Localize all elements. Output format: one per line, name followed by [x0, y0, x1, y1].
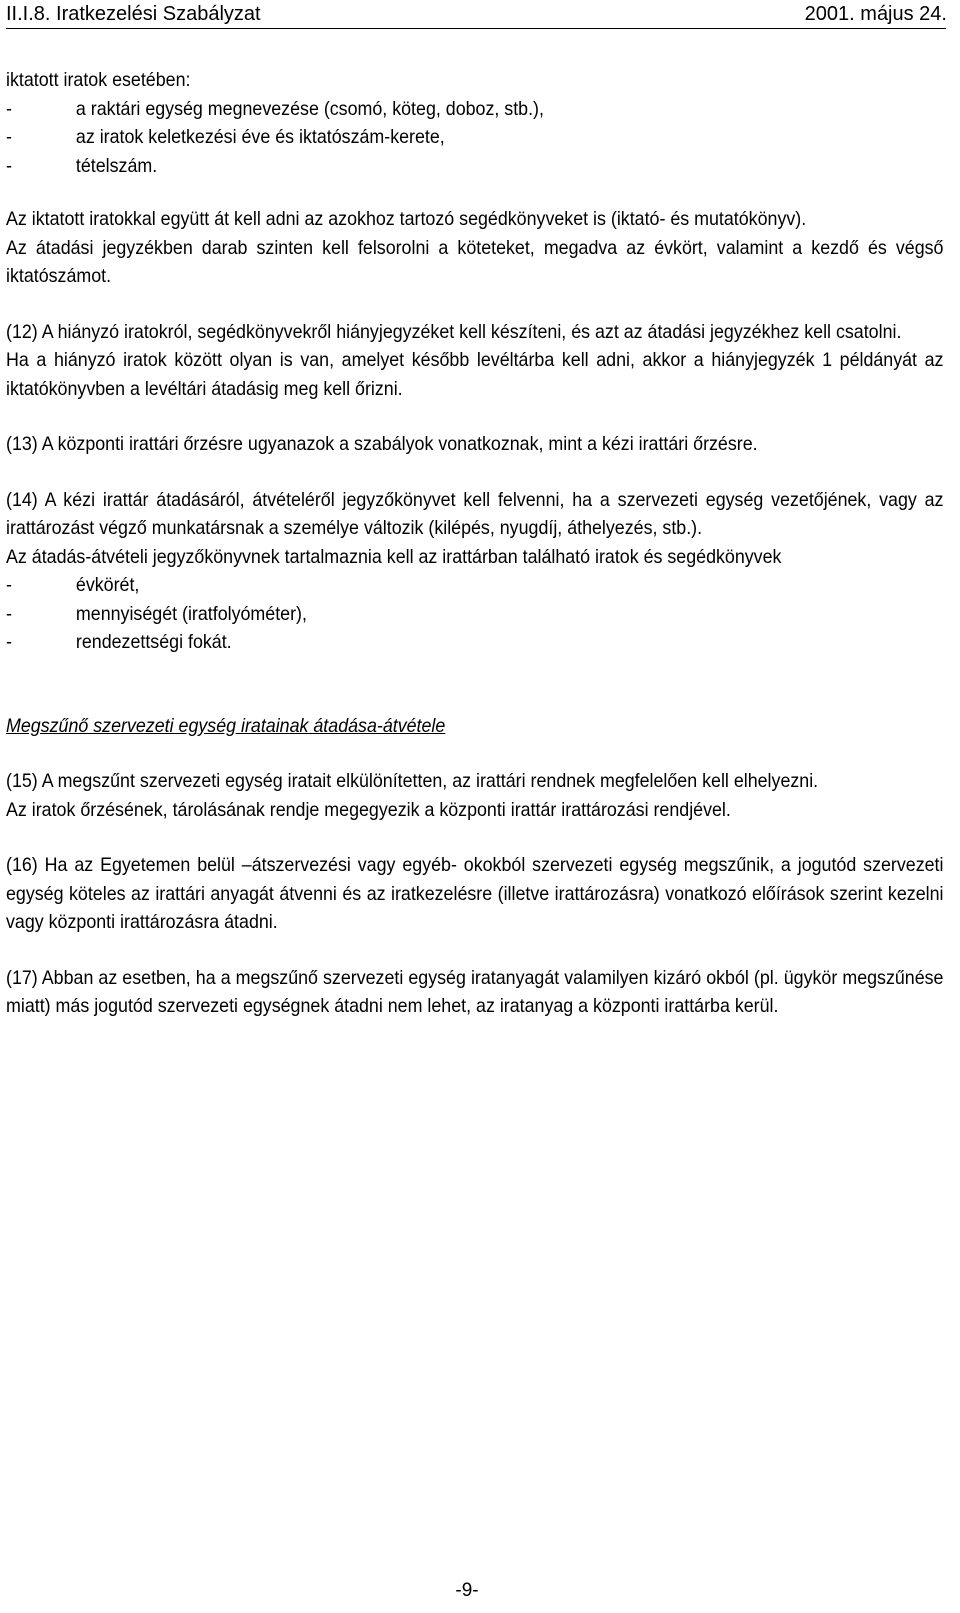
- list-item: - a raktári egység megnevezése (csomó, köteg, doboz, stb.),: [6, 95, 943, 124]
- list-item: - évkörét,: [6, 571, 943, 600]
- paragraph-14: (14) A kézi irattár átadásáról, átvételéről jegyzőkönyvet kell felvenni, ha a szervezeti egység vezetőjének, vagy az irattározást végző munkatársnak a személye változik (kilépés, nyugdíj, áthelyezés, stb.).: [6, 488, 944, 539]
- paragraph-15-continued: Az iratok őrzésének, tárolásának rendje megegyezik a központi irattár irattározási rendjével.: [6, 798, 731, 821]
- protocol-contents-list: [6, 571, 943, 657]
- paragraph-16: (16) Ha az Egyetemen belül –átszervezési vagy egyéb- okokból szervezeti egység megszűnik, a jogutód szervezeti egység köteles az irattári anyagát átvenni és az iratkezelésre (illetve irattározásra) vonatkozó előírások szerint kezelni vagy központi irattározásra átadni.: [6, 854, 944, 933]
- document-body: [6, 66, 943, 1021]
- document-date: 2001. május 24.: [804, 3, 947, 25]
- paragraph-handover-books: Az iktatott iratokkal együtt át kell adni az azokhoz tartozó segédkönyveket is (iktató- és mutatókönyv).: [6, 208, 807, 230]
- dash-marker: -: [6, 631, 12, 653]
- paragraph-14-continued: Az átadás-átvételi jegyzőkönyvnek tartalmaznia kell az irattárban található iratok és segédkönyvek: [6, 545, 782, 568]
- intro-list: [6, 95, 943, 181]
- list-item: - tételszám.: [6, 152, 943, 181]
- intro-text: iktatott iratok esetében:: [6, 69, 191, 91]
- page-header: [6, 0, 946, 29]
- dash-marker: -: [6, 126, 12, 148]
- paragraph-handover-list: Az átadási jegyzékben darab szinten kell felsorolni a köteteket, megadva az évkört, valamint a kezdő és végső iktatószámot.: [6, 236, 944, 287]
- section-subheading: Megszűnő szervezeti egység iratainak átadása-átvétele: [6, 714, 446, 737]
- paragraph-12: (12) A hiányzó iratokról, segédkönyvekről hiányjegyzéket kell készíteni, és azt az átadási jegyzékhez kell csatolni.: [6, 320, 902, 343]
- page-footer: [0, 1580, 960, 1602]
- list-item: - mennyiségét (iratfolyóméter),: [6, 600, 943, 629]
- dash-marker: -: [6, 574, 12, 596]
- dash-marker: -: [6, 154, 12, 177]
- list-item: - rendezettségi fokát.: [6, 628, 943, 657]
- page-number: -9-: [455, 1580, 479, 1601]
- paragraph-12-continued: Ha a hiányzó iratok között olyan is van, amelyet később levéltárba kell adni, akkor a hiányjegyzék 1 példányát az iktatókönyvben a levéltári átadásig meg kell őrizni.: [6, 349, 944, 400]
- dash-marker: -: [6, 97, 12, 120]
- dash-marker: -: [6, 602, 12, 625]
- document-title: II.I.8. Iratkezelési Szabályzat: [6, 3, 261, 25]
- paragraph-13: (13) A központi irattári őrzésre ugyanazok a szabályok vonatkoznak, mint a kézi irattári őrzésre.: [6, 433, 758, 455]
- list-item: - az iratok keletkezési éve és iktatószám-kerete,: [6, 123, 943, 152]
- paragraph-15: (15) A megszűnt szervezeti egység iratait elkülönítetten, az irattári rendnek megfelelően kell elhelyezni.: [6, 770, 819, 792]
- paragraph-17: (17) Abban az esetben, ha a megszűnő szervezeti egység iratanyagát valamilyen kizáró okból (pl. ügykör megszűnése miatt) más jogutód szervezeti egységnek átadni nem lehet, az iratanyag a központi irattárba kerül.: [6, 966, 944, 1017]
